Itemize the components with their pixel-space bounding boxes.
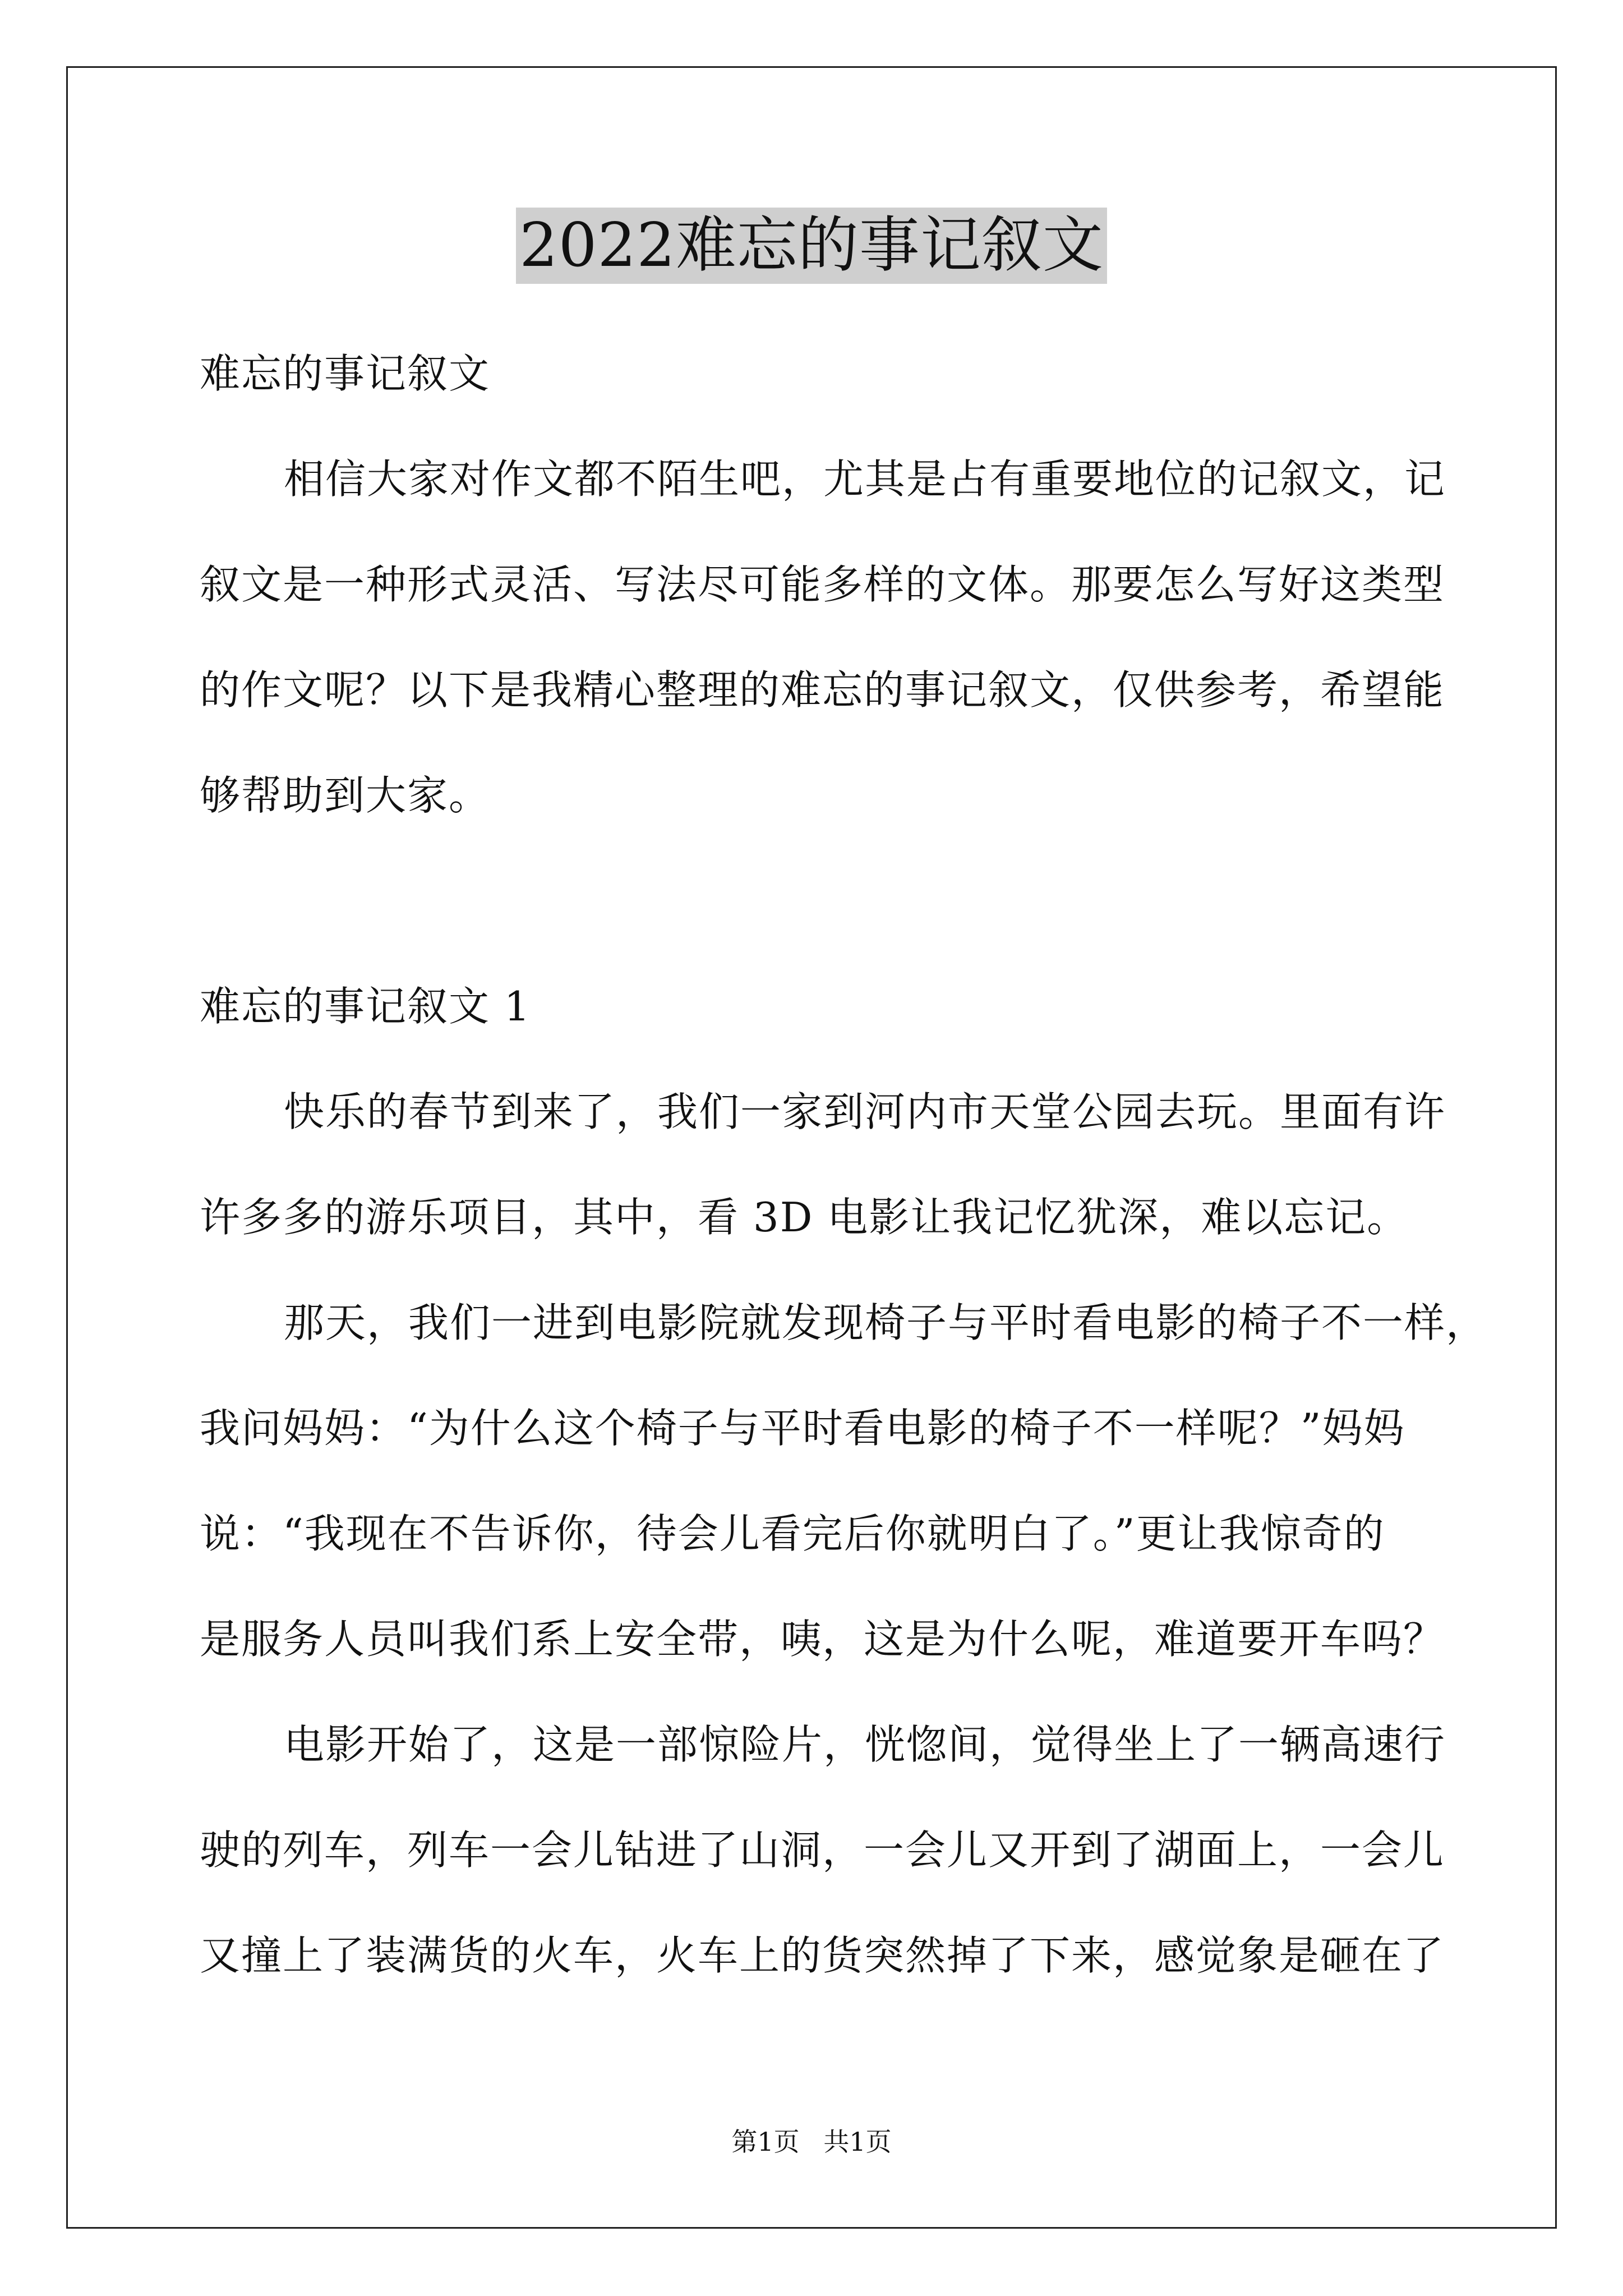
body-line: 够帮助到大家。 <box>200 772 491 819</box>
body-line: 说：“我现在不告诉你，待会儿看完后你就明白了。”更让我惊奇的 <box>200 1510 1385 1557</box>
body-line: 的作文呢？以下是我精心整理的难忘的事记叙文，仅供参考，希望能 <box>200 666 1445 714</box>
body-line: 许多多的游乐项目，其中，看 3D 电影让我记忆犹深，难以忘记。 <box>200 1194 1409 1241</box>
body-line: 又撞上了装满货的火车，火车上的货突然掉了下来，感觉象是砸在了 <box>200 1932 1445 1979</box>
body-line: 是服务人员叫我们系上安全带，咦，这是为什么呢，难道要开车吗？ <box>200 1616 1445 1663</box>
body-line: 快乐的春节到来了，我们一家到河内市天堂公园去玩。里面有许 <box>284 1088 1446 1135</box>
document-title: 2022难忘的事记叙文 <box>516 208 1107 284</box>
body-line: 电影开始了，这是一部惊险片，恍惚间，觉得坐上了一辆高速行 <box>284 1721 1446 1768</box>
page-footer <box>0 2125 1623 2159</box>
body-line: 我问妈妈：“为什么这个椅子与平时看电影的椅子不一样呢？”妈妈 <box>200 1405 1405 1452</box>
body-line: 难忘的事记叙文 <box>200 350 491 397</box>
page-number: 第1页 <box>731 2127 800 2157</box>
body-line: 叙文是一种形式灵活、写法尽可能多样的文体。那要怎么写好这类型 <box>200 561 1445 608</box>
title-container <box>0 208 1623 284</box>
body-line: 相信大家对作文都不陌生吧，尤其是占有重要地位的记叙文，记 <box>284 455 1446 503</box>
document-body <box>200 321 1488 2008</box>
body-line: 那天，我们一进到电影院就发现椅子与平时看电影的椅子不一样， <box>284 1299 1488 1346</box>
page-total: 共1页 <box>823 2127 892 2157</box>
section-heading: 难忘的事记叙文 1 <box>200 983 531 1030</box>
paragraph-spacer <box>200 848 1433 954</box>
body-line: 驶的列车，列车一会儿钻进了山洞，一会儿又开到了湖面上，一会儿 <box>200 1826 1445 1874</box>
